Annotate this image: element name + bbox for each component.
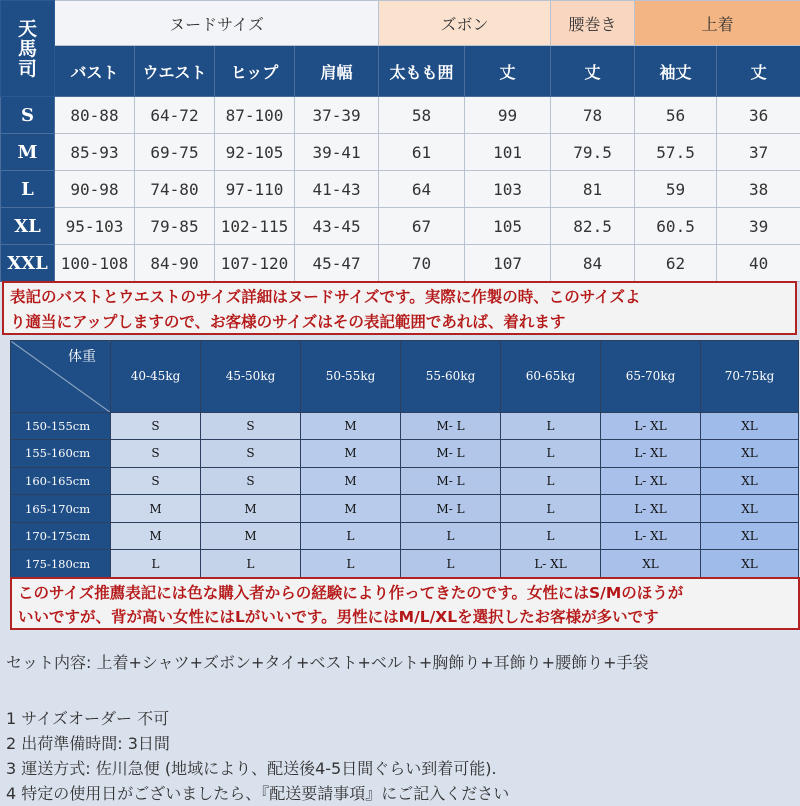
size-cell: 97-110 [215,171,295,208]
size-cell: 85-93 [55,134,135,171]
weight-col-header: 50-55kg [301,341,401,413]
recommended-size-cell: L- XL [601,467,701,495]
recommended-size-cell: L [501,440,601,468]
recommended-size-cell: L [401,550,501,578]
size-cell: 80-88 [55,97,135,134]
weight-col-header: 45-50kg [201,341,301,413]
size-cell: 84 [551,245,635,282]
recommended-size-cell: M- L [401,412,501,440]
size-cell: 101 [465,134,551,171]
recommended-size-cell: L [501,522,601,550]
recommended-size-cell: XL [701,495,799,523]
col-wrap-length: 丈 [551,46,635,97]
recommended-size-cell: L [501,412,601,440]
weight-col-header: 55-60kg [401,341,501,413]
recommended-size-cell: M [201,495,301,523]
size-cell: 64-72 [135,97,215,134]
recommended-size-cell: M [201,522,301,550]
size-row [1,208,800,245]
size-cell: 79-85 [135,208,215,245]
size-cell: 56 [635,97,717,134]
recommended-size-cell: L- XL [601,522,701,550]
size-cell: 103 [465,171,551,208]
weight-corner-header: 体重 [11,341,111,413]
recommended-size-cell: M- L [401,495,501,523]
recommended-size-cell: M- L [401,440,501,468]
recommended-size-cell: L [401,522,501,550]
col-hip: ヒップ [215,46,295,97]
recommended-size-cell: L [111,550,201,578]
size-label: XXL [1,245,55,282]
size-cell: 69-75 [135,134,215,171]
size-cell: 74-80 [135,171,215,208]
size-cell: 99 [465,97,551,134]
weight-col-header: 40-45kg [111,341,201,413]
recommended-size-cell: XL [701,550,799,578]
size-cell: 62 [635,245,717,282]
recommended-size-cell: M- L [401,467,501,495]
size-cell: 60.5 [635,208,717,245]
size-label: M [1,134,55,171]
size-row [1,171,800,208]
size-label: S [1,97,55,134]
nude-size-note [2,281,797,335]
size-cell: 78 [551,97,635,134]
height-row [11,522,799,550]
col-jacket-length: 丈 [717,46,800,97]
brand-label: 天馬司 [1,1,55,97]
set-contents: セット内容: 上着+シャツ+ズボン+タイ+ベスト+ベルト+胸飾り+耳飾り+腰飾り+手袋 [6,653,649,672]
group-nude-size: ヌードサイズ [55,1,379,46]
height-label: 170-175cm [11,522,111,550]
height-row [11,440,799,468]
size-cell: 45-47 [295,245,379,282]
recommended-size-cell: L [501,467,601,495]
size-cell: 84-90 [135,245,215,282]
recommended-size-cell: M [111,495,201,523]
size-cell: 41-43 [295,171,379,208]
size-cell: 39 [717,208,800,245]
height-label: 175-180cm [11,550,111,578]
recommended-size-cell: S [201,412,301,440]
recommended-size-cell: XL [701,522,799,550]
recommended-size-cell: L [501,495,601,523]
size-cell: 107 [465,245,551,282]
col-sleeve: 袖丈 [635,46,717,97]
size-cell: 39-41 [295,134,379,171]
recommended-size-cell: L- XL [601,495,701,523]
size-cell: 38 [717,171,800,208]
size-cell: 70 [379,245,465,282]
recommended-size-cell: S [111,440,201,468]
size-cell: 57.5 [635,134,717,171]
size-cell: 92-105 [215,134,295,171]
height-row [11,467,799,495]
height-label: 165-170cm [11,495,111,523]
recommended-size-cell: XL [701,412,799,440]
recommended-size-cell: L- XL [501,550,601,578]
size-row [1,134,800,171]
recommended-size-cell: L [301,522,401,550]
height-label: 155-160cm [11,440,111,468]
weight-col-header: 65-70kg [601,341,701,413]
size-label: L [1,171,55,208]
size-cell: 36 [717,97,800,134]
size-cell: 43-45 [295,208,379,245]
height-row [11,550,799,578]
col-shoulder: 肩幅 [295,46,379,97]
height-label: 160-165cm [11,467,111,495]
note-line: いいですが、背が高い女性にはLがいいです。男性にはM/L/XLを選択したお客様が多いです [18,608,659,626]
info-line: 4 特定の使用日がございましたら、『配送要請事項』にご記入ください [6,784,510,803]
size-cell: 102-115 [215,208,295,245]
recommended-size-cell: S [111,467,201,495]
size-cell: 95-103 [55,208,135,245]
size-cell: 107-120 [215,245,295,282]
recommended-size-cell: M [301,495,401,523]
recommended-size-cell: XL [701,440,799,468]
size-label: XL [1,208,55,245]
weight-col-header: 70-75kg [701,341,799,413]
size-cell: 61 [379,134,465,171]
col-bust: バスト [55,46,135,97]
size-cell: 59 [635,171,717,208]
group-jacket: 上着 [635,1,800,46]
group-pants: ズボン [379,1,551,46]
size-cell: 82.5 [551,208,635,245]
note-line: り適当にアップしますので、お客様のサイズはその表記範囲であれば、着れます [10,313,566,331]
recommended-size-cell: XL [601,550,701,578]
recommended-size-cell: XL [701,467,799,495]
info-line: 2 出荷準備時間: 3日間 [6,734,170,753]
recommended-size-cell: L- XL [601,412,701,440]
col-thigh: 太もも囲 [379,46,465,97]
recommended-size-cell: S [201,467,301,495]
size-cell: 67 [379,208,465,245]
size-cell: 64 [379,171,465,208]
size-cell: 90-98 [55,171,135,208]
size-row [1,245,800,282]
info-line: 1 サイズオーダー 不可 [6,709,170,728]
height-label: 150-155cm [11,412,111,440]
height-row [11,412,799,440]
recommended-size-cell: S [111,412,201,440]
recommended-size-cell: M [111,522,201,550]
group-waist-wrap: 腰巻き [551,1,635,46]
recommended-size-cell: S [201,440,301,468]
info-line: 3 運送方式: 佐川急便 (地域により、配送後4-5日間ぐらい到着可能). [6,759,497,778]
recommended-size-cell: L [201,550,301,578]
recommended-size-cell: L [301,550,401,578]
size-table [0,0,800,282]
size-cell: 100-108 [55,245,135,282]
recommended-size-cell: M [301,440,401,468]
note-line: 表記のバストとウエストのサイズ詳細はヌードサイズです。実際に作製の時、このサイズよ [10,288,641,306]
recommended-size-cell: L- XL [601,440,701,468]
note-line: このサイズ推薦表記には色な購入者からの経験により作ってきたのです。女性にはS/Mのほうが [18,584,684,602]
size-cell: 79.5 [551,134,635,171]
recommended-size-cell: M [301,467,401,495]
recommended-size-cell: M [301,412,401,440]
size-cell: 87-100 [215,97,295,134]
col-pants-length: 丈 [465,46,551,97]
size-cell: 37 [717,134,800,171]
size-cell: 58 [379,97,465,134]
size-row [1,97,800,134]
height-row [11,495,799,523]
size-recommendation-table [10,340,799,578]
recommendation-note [10,577,800,630]
size-cell: 105 [465,208,551,245]
col-waist: ウエスト [135,46,215,97]
size-cell: 40 [717,245,800,282]
size-cell: 81 [551,171,635,208]
size-cell: 37-39 [295,97,379,134]
weight-col-header: 60-65kg [501,341,601,413]
